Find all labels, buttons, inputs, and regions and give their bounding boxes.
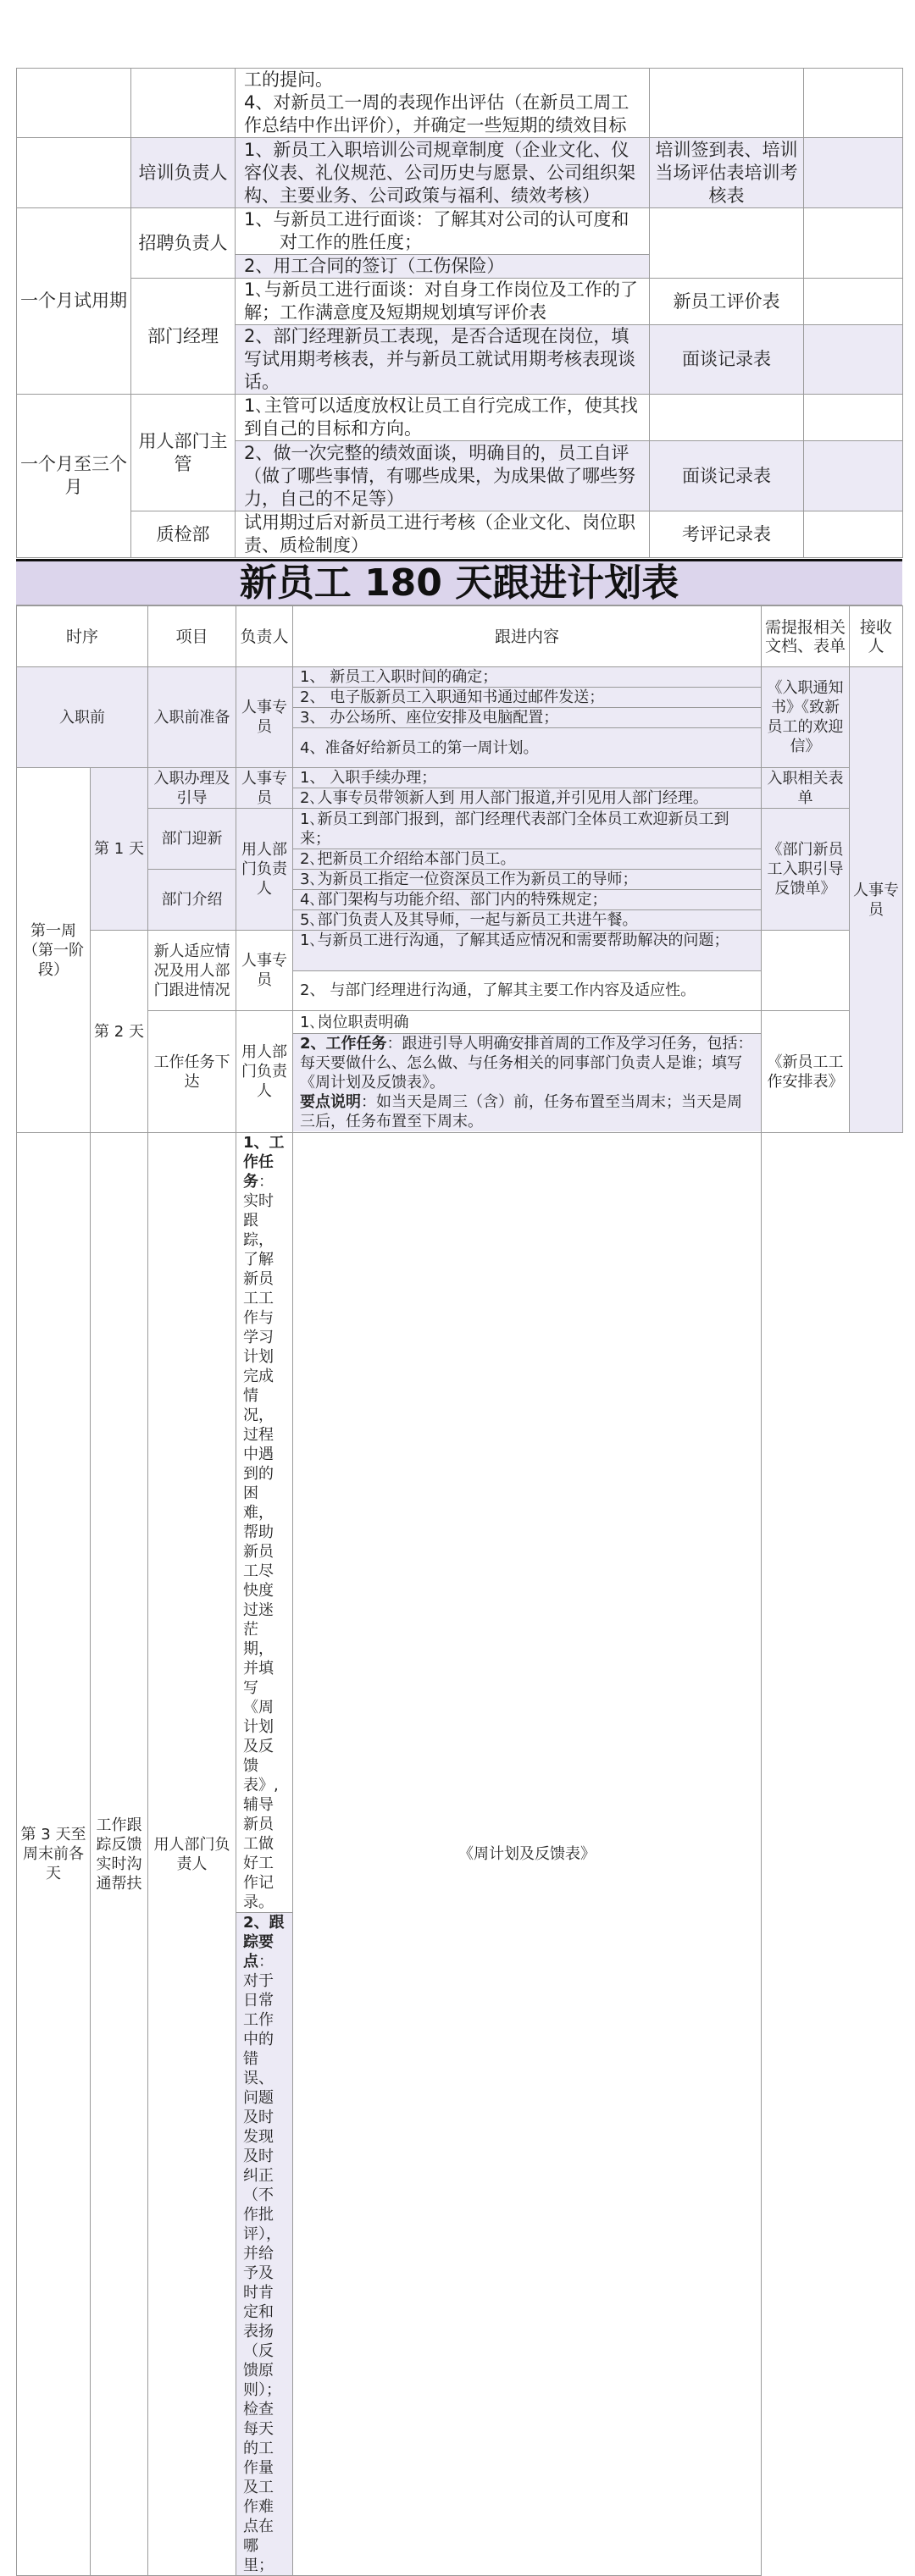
owner-cell: 用人部门负责人 xyxy=(148,1133,236,2576)
day2-cell: 第 2 天 xyxy=(91,931,148,1133)
content-line: 2、 电子版新员工入职通知书通过邮件发送； xyxy=(293,688,762,708)
docs-cell: 面谈记录表 xyxy=(650,325,804,395)
header-item: 项目 xyxy=(148,606,236,667)
item-cell: 入职办理及引导 xyxy=(148,768,236,809)
owner-cell: 招聘负责人 xyxy=(131,208,236,279)
content-line: 5､部门负责人及其导师，一起与新员工共进午餐。 xyxy=(293,910,762,931)
docs-cell-blank xyxy=(762,931,850,1011)
day1-cell: 第 1 天 xyxy=(91,768,148,931)
receiver-cell-blank xyxy=(804,511,903,558)
item-cell: 部门介绍 xyxy=(148,870,236,931)
content-cell: 1､与新员工进行面谈：对自身工作岗位及工作的了解；工作满意度及短期规划填写评价表 xyxy=(236,279,650,325)
content-line: 1、 新员工入职时间的确定； xyxy=(293,667,762,688)
docs-cell: 《新员工工作安排表》 xyxy=(762,1011,850,1133)
content-cell: 2、用工合同的签订（工伤保险） xyxy=(236,255,650,279)
receiver-cell-blank xyxy=(804,208,903,279)
owner-cell: 用人部门主管 xyxy=(131,395,236,511)
item-cell: 入职前准备 xyxy=(148,667,236,768)
owner-cell-blank xyxy=(131,69,236,138)
plan-title: 新员工 180 天跟进计划表 xyxy=(16,559,902,605)
header-content: 跟进内容 xyxy=(293,606,762,667)
content-line: 4､部门架构与功能介绍、部门内的特殊规定； xyxy=(293,890,762,910)
period-cell-blank xyxy=(17,69,131,138)
item-cell: 新人适应情况及用人部门跟进情况 xyxy=(148,931,236,1011)
content-cell: 1、新员工入职培训公司规章制度（企业文化、仪容仪表、礼仪规范、公司历史与愿景、公司组织架构、主要业务、公司政策与福利、绩效考核） xyxy=(236,138,650,208)
content-cell: 试用期过后对新员工进行考核（企业文化、岗位职责、质检制度） xyxy=(236,511,650,558)
content-line: 3、 办公场所、座位安排及电脑配置； xyxy=(293,708,762,728)
docs-cell: 《周计划及反馈表》 xyxy=(293,1133,762,2576)
content-cell: 工的提问。 4、对新员工一周的表现作出评估（在新员工周工作总结中作出评价），并确定一些短期的绩效目标 xyxy=(236,69,650,138)
receiver-cell-blank xyxy=(804,69,903,138)
owner-cell: 质检部 xyxy=(131,511,236,558)
docs-cell-blank xyxy=(650,395,804,441)
owner-cell: 用人部门负责人 xyxy=(236,809,293,931)
content-cell: 1､主管可以适度放权让员工自行完成工作，使其找到自己的目标和方向。 xyxy=(236,395,650,441)
item-cell: 部门迎新 xyxy=(148,809,236,870)
owner-cell: 人事专员 xyxy=(236,931,293,1011)
docs-cell: 入职相关表单 xyxy=(762,768,850,809)
owner-cell: 人事专员 xyxy=(236,768,293,809)
receiver-cell-blank xyxy=(804,441,903,511)
period-week1-cell: 第一周（第一阶段） xyxy=(17,768,91,1133)
docs-cell: 培训签到表、培训当场评估表培训考核表 xyxy=(650,138,804,208)
docs-cell: 面谈记录表 xyxy=(650,441,804,511)
content-line: 1、 入职手续办理； xyxy=(293,768,762,788)
content-cell: 2、做一次完整的绩效面谈，明确目的，员工自评（做了哪些事情，有哪些成果，为成果做了哪些努力，自己的不足等） xyxy=(236,441,650,511)
item-cell: 工作跟踪反馈实时沟通帮扶 xyxy=(91,1133,148,2576)
key-points-paragraph: 2、跟踪要点：对于日常工作中的错误、问题及时发现及时纠正（不作批评），并给予及时肯定和表扬（反馈原则）；检查每天的工作量及工作难点在哪里； xyxy=(236,1913,292,2575)
header-owner: 负责人 xyxy=(236,606,293,667)
content-cell: 2、部门经理新员工表现，是否合适现在岗位，填写试用期考核表，并与新员工就试用期考核表现谈话。 xyxy=(236,325,650,395)
item-cell: 工作任务下达 xyxy=(148,1011,236,1133)
docs-cell: 《入职通知书》《致新员工的欢迎信》 xyxy=(762,667,850,768)
content-cell: 1､岗位职责明确 2、工作任务：跟进引导人明确安排首周的工作及学习任务，包括：每天要做什么、怎么做、与任务相关的同事部门负责人是谁；填写《周计划及反馈表》。 要点说明：如当天是周三（含）前，任务布置至当周末；当天是周三后，任务布置至下周末。 xyxy=(293,1011,762,1133)
period-cell-blank xyxy=(17,138,131,208)
content-line: 4、准备好给新员工的第一周计划。 xyxy=(293,728,762,768)
period-cell: 一个月试用期 xyxy=(17,208,131,395)
plan-180-table xyxy=(16,605,903,2576)
period-pre-cell: 入职前 xyxy=(17,667,148,768)
header-period: 时序 xyxy=(17,606,148,667)
task-paragraph: 2、工作任务：跟进引导人明确安排首周的工作及学习任务，包括：每天要做什么、怎么做、与任务相关的同事部门负责人是谁；填写《周计划及反馈表》。 要点说明：如当天是周三（含）前，任务布置至当周末；当天是周三后，任务布置至下周末。 xyxy=(293,1034,761,1131)
tracking-paragraph: 1、工作任务：实时跟踪，了解新员工工作与学习计划完成情况，过程中遇到的困难，帮助新员工尽快度过迷茫期，并填写《周计划及反馈表》,辅导新员工做好工作记录。 xyxy=(236,1133,292,1913)
owner-cell: 培训负责人 xyxy=(131,138,236,208)
receiver-cell-blank xyxy=(804,395,903,441)
docs-cell-blank xyxy=(650,208,804,279)
content-cell: 1、与新员工进行面谈：了解其对公司的认可度和 对工作的胜任度； xyxy=(236,208,650,255)
docs-cell: 《部门新员工入职引导反馈单》 xyxy=(762,809,850,931)
period-cell: 一个月至三个月 xyxy=(17,395,131,558)
content-line: 2､把新员工介绍给本部门员工。 xyxy=(293,849,762,870)
day3-cell: 第 3 天至周末前各天 xyxy=(17,1133,91,2576)
docs-cell-blank xyxy=(650,69,804,138)
receiver-cell-blank xyxy=(804,279,903,325)
content-line: 3､为新员工指定一位资深员工作为新员工的导师； xyxy=(293,870,762,890)
content-line: 2､人事专员带领新人到 用人部门报道,并引见用人部门经理。 xyxy=(293,788,762,809)
owner-cell: 用人部门负责人 xyxy=(236,1011,293,1133)
content-cell: 1､与新员工进行沟通，了解其适应情况和需要帮助解决的问题； 2、 与部门经理进行沟通，了解其主要工作内容及适应性。 xyxy=(293,931,762,1011)
receiver-cell-blank xyxy=(804,138,903,208)
header-docs: 需提报相关文档、表单 xyxy=(762,606,850,667)
header-receiver: 接收人 xyxy=(850,606,903,667)
content-cell xyxy=(236,1133,293,2576)
docs-cell: 考评记录表 xyxy=(650,511,804,558)
owner-cell: 人事专员 xyxy=(236,667,293,768)
receiver-cell: 人事专员 xyxy=(850,667,903,1133)
owner-cell: 部门经理 xyxy=(131,279,236,395)
docs-cell: 新员工评价表 xyxy=(650,279,804,325)
content-line: 1､新员工到部门报到，部门经理代表部门全体员工欢迎新员工到来； xyxy=(293,809,762,849)
onboarding-followup-table xyxy=(16,68,903,558)
receiver-cell-blank xyxy=(804,325,903,395)
